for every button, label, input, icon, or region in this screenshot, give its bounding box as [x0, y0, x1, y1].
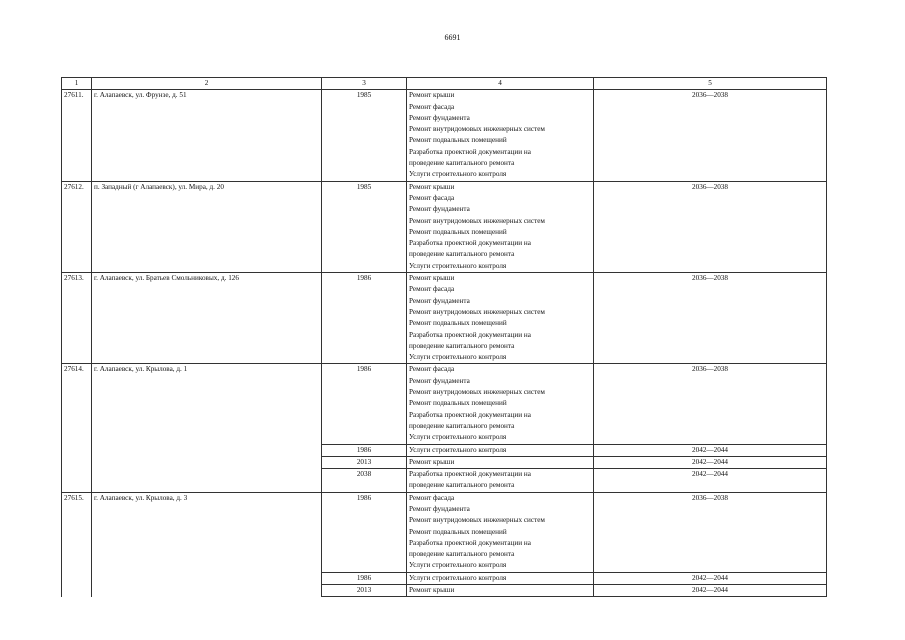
column-header-1: 1 — [62, 78, 92, 90]
works-list — [407, 364, 594, 444]
work-item: Ремонт крыши — [409, 91, 455, 100]
works-list — [407, 181, 594, 272]
works-list — [407, 469, 594, 493]
work-item: Разработка проектной документации на — [409, 538, 531, 547]
row-number: 27615. — [62, 492, 92, 597]
work-item: Разработка проектной документации на — [409, 147, 531, 156]
year-cell: 1986 — [322, 364, 407, 444]
year-cell: 1986 — [322, 572, 407, 584]
year-cell: 1986 — [322, 444, 407, 456]
capital-repair-table — [61, 77, 827, 597]
table-header — [62, 78, 827, 90]
work-item: Ремонт внутридомовых инженерных систем — [409, 216, 545, 225]
column-header-4: 4 — [407, 78, 594, 90]
year-cell: 2038 — [322, 469, 407, 493]
work-item: Ремонт фасада — [409, 285, 455, 294]
work-item: Ремонт фундамента — [409, 376, 470, 385]
work-item: проведение капитального ремонта — [409, 159, 515, 168]
table-row — [62, 364, 827, 444]
repair-period: 2036—2038 — [594, 492, 827, 572]
work-item: Ремонт крыши — [409, 586, 455, 595]
work-item: Ремонт внутридомовых инженерных систем — [409, 307, 545, 316]
year-cell: 1985 — [322, 181, 407, 272]
year-cell: 2013 — [322, 585, 407, 597]
work-item: Ремонт подвальных помещений — [409, 399, 507, 408]
building-address: г. Алапаевск, ул. Крылова, д. 1 — [92, 364, 322, 492]
works-list — [407, 572, 594, 584]
work-item: Ремонт фундамента — [409, 504, 470, 513]
work-item: Услуги строительного контроля — [409, 561, 507, 570]
repair-period: 2042—2044 — [594, 456, 827, 468]
work-item: Разработка проектной документации на — [409, 410, 531, 419]
work-item: Ремонт внутридомовых инженерных систем — [409, 125, 545, 134]
year-cell: 2013 — [322, 456, 407, 468]
works-list — [407, 444, 594, 456]
repair-period: 2042—2044 — [594, 572, 827, 584]
work-item: Разработка проектной документации на — [409, 239, 531, 248]
work-item: проведение капитального ремонта — [409, 250, 515, 259]
work-item: Ремонт подвальных помещений — [409, 527, 507, 536]
work-item: Услуги строительного контроля — [409, 445, 507, 454]
work-item: Ремонт крыши — [409, 182, 455, 191]
row-number: 27613. — [62, 273, 92, 364]
work-item: Ремонт фундамента — [409, 296, 470, 305]
repair-period: 2042—2044 — [594, 444, 827, 456]
row-number: 27611. — [62, 90, 92, 181]
work-item: Услуги строительного контроля — [409, 353, 507, 362]
table-row — [62, 90, 827, 181]
work-item: Ремонт фундамента — [409, 205, 470, 214]
building-address: п. Западный (г Алапаевск), ул. Мира, д. 20 — [92, 181, 322, 272]
year-cell: 1986 — [322, 492, 407, 572]
works-list — [407, 456, 594, 468]
page-number: 6691 — [444, 33, 461, 42]
building-address: г. Алапаевск, ул. Крылова, д. 3 — [92, 492, 322, 597]
work-item: Услуги строительного контроля — [409, 170, 507, 179]
work-item: Разработка проектной документации на — [409, 330, 531, 339]
works-list — [407, 492, 594, 572]
work-item: Ремонт подвальных помещений — [409, 319, 507, 328]
work-item: Ремонт фасада — [409, 493, 455, 502]
work-item: проведение капитального ремонта — [409, 421, 515, 430]
table-row — [62, 492, 827, 572]
row-number: 27612. — [62, 181, 92, 272]
work-item: проведение капитального ремонта — [409, 481, 515, 490]
repair-period: 2036—2038 — [594, 181, 827, 272]
building-address: г. Алапаевск, ул. Братьев Смольниковых, д. 126 — [92, 273, 322, 364]
work-item: Ремонт подвальных помещений — [409, 227, 507, 236]
work-item: Услуги строительного контроля — [409, 433, 507, 442]
work-item: Ремонт подвальных помещений — [409, 136, 507, 145]
table-row — [62, 181, 827, 272]
work-item: Ремонт фундамента — [409, 113, 470, 122]
repair-period: 2042—2044 — [594, 469, 827, 493]
row-number: 27614. — [62, 364, 92, 492]
header-row — [62, 78, 827, 90]
column-header-3: 3 — [322, 78, 407, 90]
works-list — [407, 273, 594, 364]
work-item: проведение капитального ремонта — [409, 550, 515, 559]
repair-period: 2036—2038 — [594, 364, 827, 444]
work-item: Ремонт внутридомовых инженерных систем — [409, 516, 545, 525]
work-item: Ремонт фасада — [409, 193, 455, 202]
work-item: Услуги строительного контроля — [409, 573, 507, 582]
year-cell: 1985 — [322, 90, 407, 181]
work-item: Ремонт внутридомовых инженерных систем — [409, 388, 545, 397]
year-cell: 1986 — [322, 273, 407, 364]
building-address: г. Алапаевск, ул. Фрунзе, д. 51 — [92, 90, 322, 181]
work-item: Услуги строительного контроля — [409, 261, 507, 270]
works-list — [407, 585, 594, 597]
works-list — [407, 90, 594, 181]
column-header-5: 5 — [594, 78, 827, 90]
repair-period: 2036—2038 — [594, 90, 827, 181]
table-row — [62, 273, 827, 364]
work-item: Ремонт фасада — [409, 102, 455, 111]
repair-period: 2036—2038 — [594, 273, 827, 364]
table-body — [62, 90, 827, 597]
work-item: Ремонт крыши — [409, 274, 455, 283]
work-item: Ремонт крыши — [409, 457, 455, 466]
work-item: Ремонт фасада — [409, 365, 455, 374]
column-header-2: 2 — [92, 78, 322, 90]
repair-period: 2042—2044 — [594, 585, 827, 597]
work-item: Разработка проектной документации на — [409, 470, 531, 479]
work-item: проведение капитального ремонта — [409, 341, 515, 350]
